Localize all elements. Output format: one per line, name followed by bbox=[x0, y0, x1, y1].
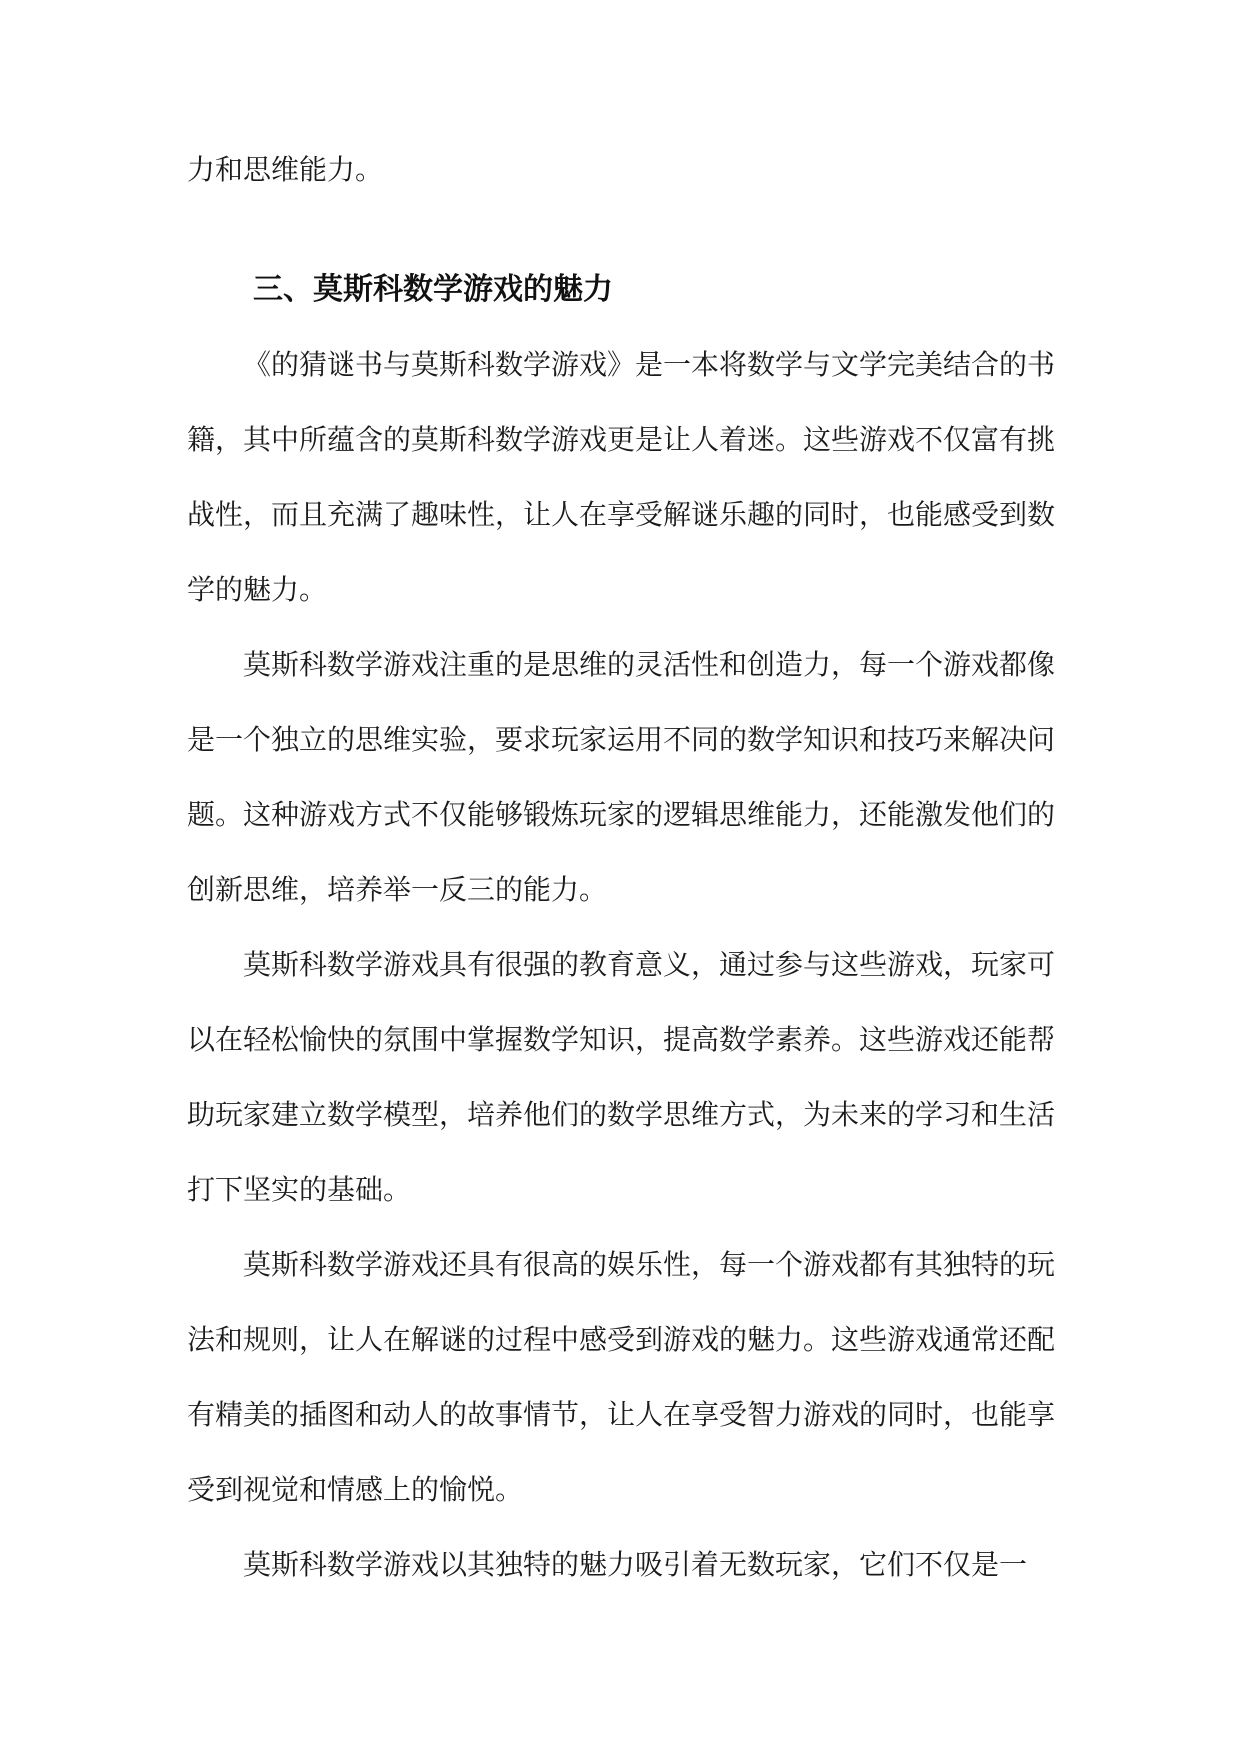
paragraph-1: 《的猜谜书与莫斯科数学游戏》是一本将数学与文学完美结合的书籍，其中所蕴含的莫斯科数学游戏更是让人着迷。这些游戏不仅富有挑战性，而且充满了趣味性，让人在享受解谜乐趣的同时，也能感受到数学的魅力。 bbox=[187, 348, 1056, 606]
paragraph-5: 莫斯科数学游戏以其独特的魅力吸引着无数玩家，它们不仅是一 bbox=[243, 1548, 1028, 1581]
continuation-paragraph: 力和思维能力。 bbox=[187, 153, 384, 186]
section-heading: 三、莫斯科数学游戏的魅力 bbox=[253, 272, 613, 307]
paragraph-3: 莫斯科数学游戏具有很强的教育意义，通过参与这些游戏，玩家可以在轻松愉快的氛围中掌握数学知识，提高数学素养。这些游戏还能帮助玩家建立数学模型，培养他们的数学思维方式，为未来的学习和生活打下坚实的基础。 bbox=[187, 948, 1056, 1206]
paragraph-2: 莫斯科数学游戏注重的是思维的灵活性和创造力，每一个游戏都像是一个独立的思维实验，要求玩家运用不同的数学知识和技巧来解决问题。这种游戏方式不仅能够锻炼玩家的逻辑思维能力，还能激发他们的创新思维，培养举一反三的能力。 bbox=[187, 648, 1056, 906]
paragraph-4: 莫斯科数学游戏还具有很高的娱乐性，每一个游戏都有其独特的玩法和规则，让人在解谜的过程中感受到游戏的魅力。这些游戏通常还配有精美的插图和动人的故事情节，让人在享受智力游戏的同时，也能享受到视觉和情感上的愉悦。 bbox=[187, 1248, 1056, 1506]
document-body bbox=[187, 132, 1055, 1602]
